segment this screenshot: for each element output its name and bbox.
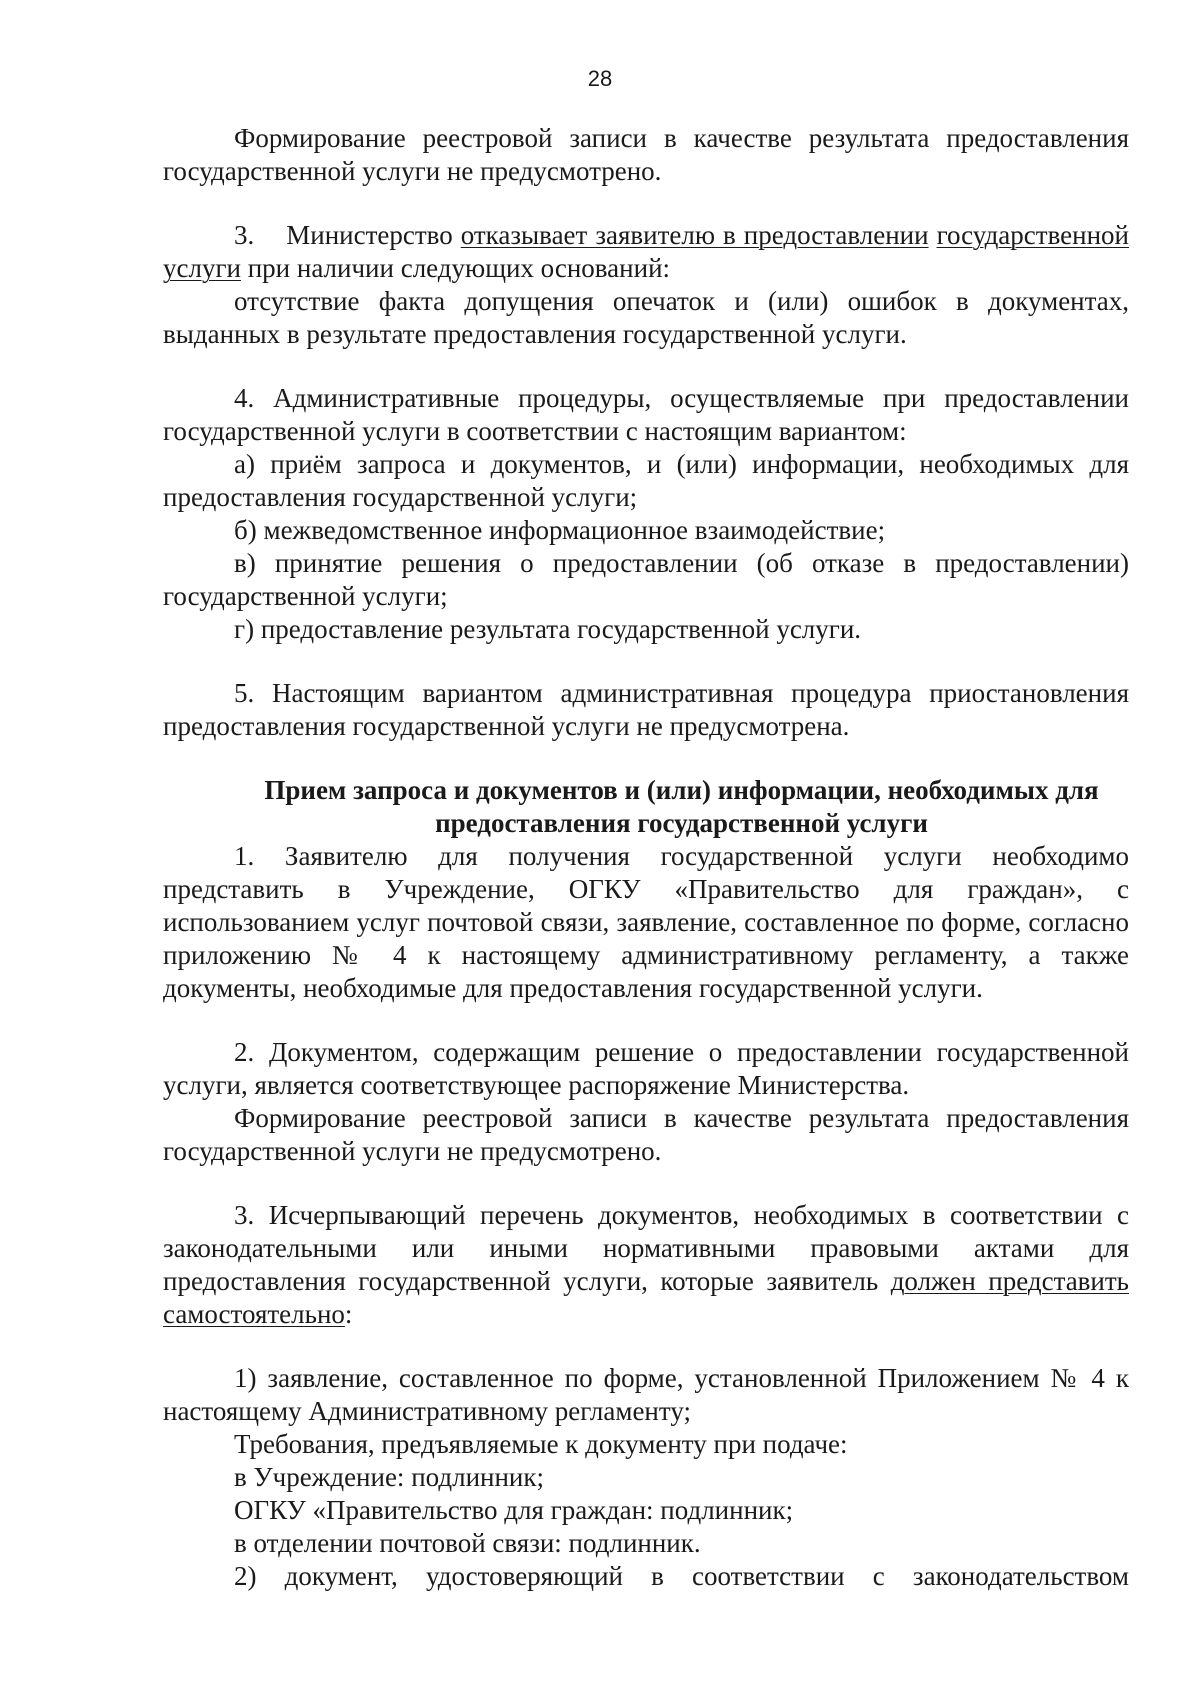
paragraph-requirements: Требования, предъявляемые к документу при подаче:: [234, 1429, 848, 1459]
paragraph-decision-document: 2. Документом, содержащим решение о предоставлении государственной услуги, является соответствующее распоряжение Министерства.: [163, 1037, 1129, 1100]
paragraph-procedures-intro: 4. Административные процедуры, осуществляемые при предоставлении государственной услуги в соответствии с настоящим вариантом:: [163, 383, 1129, 446]
page-number: 28: [587, 66, 613, 91]
requirement-ogku: ОГКУ «Правительство для граждан: подлинник;: [234, 1495, 794, 1525]
refusal-underlined-1: отказывает заявителю в предоставлении: [460, 220, 929, 250]
requirement-institution: в Учреждение: подлинник;: [234, 1462, 544, 1492]
list-item-1: 1) заявление, составленное по форме, установленной Приложением № 4 к настоящему Административному регламенту;: [163, 1363, 1129, 1426]
paragraph-registry-note-2: Формирование реестровой записи в качестве результата предоставления государственной услуги не предусмотрено.: [163, 1103, 1129, 1166]
list-item-a: а) приём запроса и документов, и (или) информации, необходимых для предоставления государственной услуги;: [163, 449, 1129, 512]
refusal-underlined-2: государственной услуги: [163, 220, 1129, 283]
list-item-g: г) предоставление результата государственной услуги.: [234, 614, 862, 644]
requirement-post: в отделении почтовой связи: подлинник.: [234, 1528, 701, 1558]
list-item-v: в) принятие решения о предоставлении (об отказе в предоставлении) государственной услуги;: [163, 548, 1129, 611]
document-body: [163, 122, 1129, 1593]
refusal-rest: при наличии следующих оснований:: [247, 253, 671, 283]
list-item-2: 2) документ, удостоверяющий в соответствии с законодательством: [234, 1561, 1129, 1591]
paragraph-suspension: 5. Настоящим вариантом административная процедура приостановления предоставления государственной услуги не предусмотрена.: [163, 678, 1129, 741]
refusal-number: 3.: [234, 220, 255, 250]
documents-list-text: 3. Исчерпывающий перечень документов, необходимых в соответствии с законодательными или иными нормативными правовыми актами для предоставления государственной услуги, которые заявитель: [163, 1200, 1129, 1296]
paragraph-refusal-ground-1: отсутствие факта допущения опечаток и (или) ошибок в документах, выданных в результате предоставления государственной услуги.: [163, 286, 1129, 349]
paragraph-registry-note: Формирование реестровой записи в качестве результата предоставления государственной услуги не предусмотрено.: [163, 123, 1129, 186]
documents-list-underlined: должен представить самостоятельно: [163, 1266, 1129, 1329]
section-heading-line-1: Прием запроса и документов и (или) информации, необходимых для: [264, 775, 1099, 805]
paragraph-refusal-grounds: [163, 219, 1129, 285]
documents-list-colon: :: [344, 1299, 353, 1329]
paragraph-documents-list: [163, 1199, 1129, 1331]
section-heading-line-2: предоставления государственной услуги: [435, 808, 928, 838]
section-heading: [163, 774, 1129, 840]
paragraph-submission: 1. Заявителю для получения государственной услуги необходимо представить в Учреждение, ОГКУ «Правительство для граждан», с использованием услуг почтовой связи, заявление, составленное по форме, согласно приложению № 4 к настоящему административному регламенту, а также документы, необходимые для предоставления государственной услуги.: [163, 841, 1129, 1003]
refusal-subject: Министерство: [286, 220, 453, 250]
list-item-b: б) межведомственное информационное взаимодействие;: [234, 515, 886, 545]
